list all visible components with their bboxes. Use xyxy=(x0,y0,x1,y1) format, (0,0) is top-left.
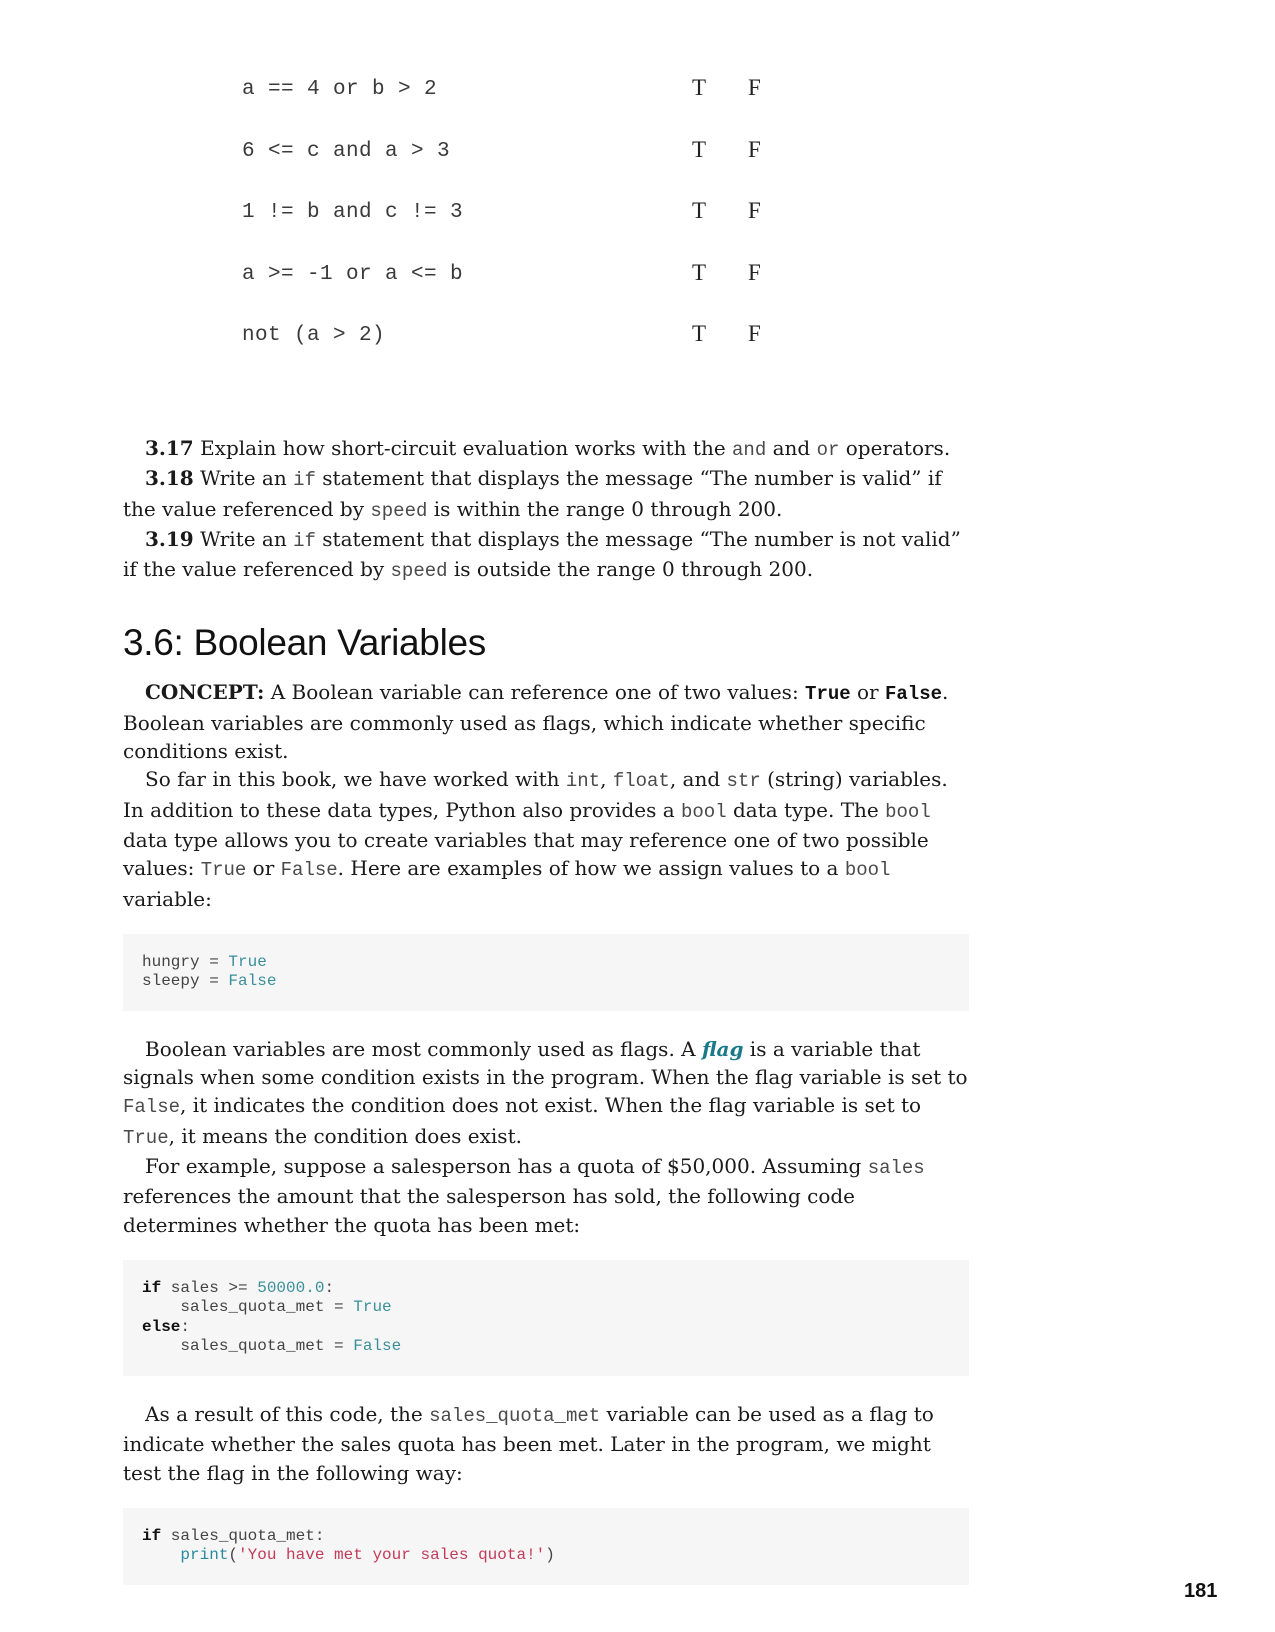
false-option: F xyxy=(748,321,761,347)
code-text: hungry = xyxy=(142,952,229,971)
tf-expression: a >= -1 or a <= b xyxy=(242,262,464,286)
code-literal: True xyxy=(353,1298,392,1317)
code-block-bool-assign xyxy=(123,934,969,1011)
true-option: T xyxy=(692,321,707,347)
inline-code: if xyxy=(293,529,316,552)
body-paragraph xyxy=(123,765,969,912)
text: variable: xyxy=(123,886,212,911)
code-text: sales_quota_met: xyxy=(161,1526,325,1545)
text: statement that displays the message “The number is valid” if the value referenced by xyxy=(123,466,942,521)
text: Explain how short-circuit evaluation works with the xyxy=(200,436,733,460)
term-flag: flag xyxy=(701,1036,744,1061)
body-paragraph xyxy=(123,1152,969,1239)
concept-paragraph xyxy=(123,678,969,765)
text: Write an xyxy=(200,466,294,491)
code-string: 'You have met your sales quota!' xyxy=(238,1546,546,1565)
inline-code: or xyxy=(816,439,840,461)
code-keyword: else xyxy=(142,1317,181,1336)
text: , it means the condition does exist. xyxy=(168,1123,522,1148)
text: As a result of this code, the xyxy=(145,1401,430,1426)
inline-code: False xyxy=(280,859,338,882)
text: , xyxy=(600,767,613,792)
concept-label: CONCEPT: xyxy=(145,680,265,705)
inline-code: sales xyxy=(867,1157,925,1180)
tf-expression: a == 4 or b > 2 xyxy=(242,78,438,101)
code-text: sales_quota_met = xyxy=(142,1298,354,1317)
tf-row xyxy=(242,259,782,325)
inline-code: False xyxy=(123,1096,181,1119)
code-function: print xyxy=(180,1546,229,1565)
inline-code: if xyxy=(293,469,316,492)
inline-code: False xyxy=(884,683,942,706)
text: and xyxy=(766,436,817,460)
inline-code: and xyxy=(732,439,767,461)
text: . Boolean variables are commonly used as flags, which indicate whether specific conditions exist. xyxy=(123,680,949,764)
tf-expression: 1 != b and c != 3 xyxy=(242,201,464,225)
text: (string) variables. In addition to these data types, Python also provides a xyxy=(123,767,948,822)
code-text: : xyxy=(324,1278,335,1297)
body-paragraph xyxy=(123,1035,969,1152)
inline-code: bool xyxy=(681,800,727,823)
inline-code: True xyxy=(200,859,247,882)
false-option: F xyxy=(748,259,761,285)
tf-row xyxy=(242,321,782,386)
tf-row xyxy=(242,198,782,263)
tf-expression: 6 <= c and a > 3 xyxy=(242,139,451,163)
true-option: T xyxy=(692,259,707,285)
inline-code: str xyxy=(726,770,761,793)
text: data type allows you to create variables that may reference one of two possible values: xyxy=(123,827,929,881)
code-text: sales >= xyxy=(161,1278,258,1297)
body-paragraph xyxy=(123,1400,969,1487)
text: Write an xyxy=(200,526,294,551)
code-literal: False xyxy=(353,1337,402,1356)
tf-row xyxy=(242,75,782,140)
true-option: T xyxy=(692,75,707,100)
text: statement that displays the message “The number is not valid” if the value referenced by xyxy=(123,526,961,582)
question-3-19 xyxy=(123,525,969,586)
code-block-sales-quota xyxy=(123,1260,969,1376)
inline-code: speed xyxy=(390,560,448,583)
section-heading: 3.6: Boolean Variables xyxy=(123,622,486,664)
inline-code: True xyxy=(123,1126,169,1149)
code-block-flag-test xyxy=(123,1508,969,1585)
true-false-table xyxy=(242,75,782,386)
tf-row xyxy=(242,136,782,202)
question-number: 3.18 xyxy=(145,466,194,491)
code-text: sleepy = xyxy=(142,972,229,991)
inline-code: float xyxy=(612,770,670,793)
tf-expression: not (a > 2) xyxy=(242,324,386,348)
text: or xyxy=(246,856,281,881)
inline-code: True xyxy=(805,683,851,706)
false-option: F xyxy=(748,75,761,100)
code-literal: True xyxy=(228,952,267,971)
text: So far in this book, we have worked with xyxy=(145,767,566,792)
text: variable can be used as a flag to indicate whether the sales quota has been met. Later in the program, we might test the flag in the following way: xyxy=(123,1401,934,1485)
code-text: sales_quota_met = xyxy=(142,1337,354,1356)
code-keyword: if xyxy=(142,1278,162,1297)
text: is within the range 0 through 200. xyxy=(427,496,783,521)
text: , and xyxy=(669,767,727,792)
code-literal: 50000.0 xyxy=(257,1278,325,1297)
text: . Here are examples of how we assign values to a xyxy=(337,856,845,881)
text: is outside the range 0 through 200. xyxy=(447,557,814,582)
true-option: T xyxy=(692,198,707,224)
text: , it indicates the condition does not exist. When the flag variable is set to xyxy=(180,1093,922,1118)
text: references the amount that the salesperson has sold, the following code determines whether the quota has been met: xyxy=(123,1184,856,1237)
code-text: ) xyxy=(545,1546,555,1565)
inline-code: sales_quota_met xyxy=(429,1404,601,1427)
text: or xyxy=(850,680,885,705)
question-number: 3.19 xyxy=(145,526,194,551)
page-content xyxy=(123,434,969,1609)
text: data type. The xyxy=(726,797,886,822)
code-text: : xyxy=(180,1317,191,1336)
inline-code: speed xyxy=(370,499,428,522)
code-text: ( xyxy=(228,1546,239,1565)
question-number: 3.17 xyxy=(145,436,194,460)
code-literal: False xyxy=(228,972,277,991)
inline-code: bool xyxy=(844,859,891,882)
question-3-17 xyxy=(123,434,969,464)
text: is a variable that signals when some condition exists in the program. When the flag variable is set to xyxy=(123,1036,968,1090)
question-3-18 xyxy=(123,464,969,525)
false-option: F xyxy=(748,198,761,224)
text: For example, suppose a salesperson has a quota of $50,000. Assuming xyxy=(145,1154,868,1179)
code-keyword: if xyxy=(142,1526,162,1545)
code-indent xyxy=(142,1546,180,1564)
text: A Boolean variable can reference one of two values: xyxy=(264,680,806,705)
page-number: 181 xyxy=(1184,1580,1218,1602)
true-option: T xyxy=(692,136,707,162)
false-option: F xyxy=(748,136,761,162)
inline-code: int xyxy=(565,770,601,793)
inline-code: bool xyxy=(885,800,931,823)
text: operators. xyxy=(839,436,951,460)
text: Boolean variables are most commonly used as flags. A xyxy=(145,1036,702,1061)
